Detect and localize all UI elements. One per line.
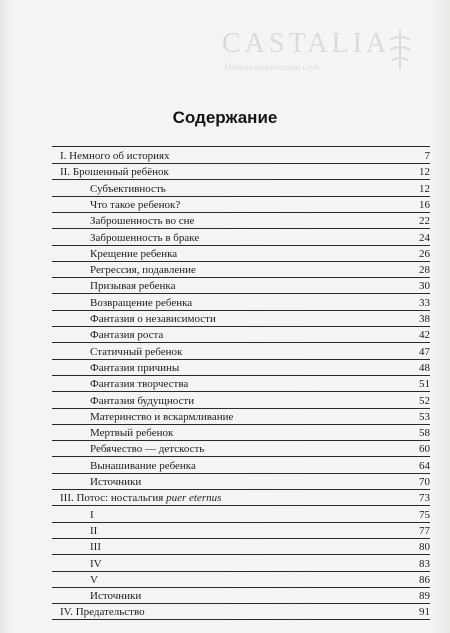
toc-entry-page: 28: [419, 264, 430, 277]
toc-entry-title: IV. Предательство: [60, 606, 145, 619]
toc-entry-page: 24: [419, 231, 430, 244]
toc-entry-title-italic: puer eternus: [166, 492, 222, 505]
toc-entry-page: 38: [419, 313, 430, 325]
toc-entry[interactable]: [90, 327, 430, 343]
toc-entry-page: 16: [419, 198, 430, 211]
toc-entry-page: 73: [419, 492, 430, 505]
toc-entry-page: 77: [419, 524, 430, 537]
toc-entry-page: 53: [419, 410, 430, 423]
toc-entry-page: 42: [419, 329, 430, 342]
toc-entry-page: 60: [419, 443, 430, 456]
toc-entry-page: 80: [419, 541, 430, 554]
toc-entry[interactable]: [90, 441, 430, 457]
toc-entry-title: III. Потос: ностальгия: [60, 492, 167, 505]
toc-entry[interactable]: [90, 539, 430, 555]
toc-entry[interactable]: [90, 262, 430, 278]
toc-entry-page: 48: [419, 361, 430, 374]
watermark-title: CASTALIA: [222, 28, 391, 59]
toc-entry-page: 58: [419, 427, 430, 440]
toc-entry-page: 75: [419, 508, 430, 521]
toc-entry-title: Возвращение ребенка: [90, 296, 193, 309]
toc-entry[interactable]: [90, 344, 430, 360]
toc-entry[interactable]: [90, 458, 430, 474]
toc-entry[interactable]: [90, 507, 430, 523]
toc-entry[interactable]: [90, 311, 430, 327]
toc-entry-title: Фантазия творчества: [90, 378, 189, 391]
toc-entry-title: Ребячество — детскость: [90, 443, 205, 456]
toc-entry-page: 47: [419, 345, 430, 358]
toc-entry[interactable]: [90, 360, 430, 376]
toc-entry-page: 30: [419, 280, 430, 293]
toc-entry-title: Фантазия причины: [90, 361, 180, 374]
toc-entry-title: Источники: [90, 590, 142, 603]
toc-entry-title: V: [90, 573, 98, 586]
toc-entry-title: Призывая ребенка: [90, 280, 176, 293]
toc-entry-title: Статичный ребенок: [90, 345, 183, 358]
castalia-watermark: [222, 28, 422, 88]
toc-entry-title: Что такое ребенок?: [90, 198, 181, 211]
watermark-subtitle: Метаисторический клуб: [224, 62, 320, 72]
toc-entry-page: 26: [419, 247, 430, 260]
toc-entry-title: Материнство и вскармливание: [90, 410, 234, 423]
toc-entry[interactable]: [90, 572, 430, 588]
toc-entry[interactable]: [90, 278, 430, 294]
toc-entry-page: 70: [419, 476, 430, 488]
page-title: Содержание: [172, 108, 278, 127]
toc-entry[interactable]: [90, 523, 430, 539]
toc-entry-title: Регрессия, подавление: [90, 264, 196, 277]
toc-entry[interactable]: [60, 164, 430, 180]
toc-top-rule: [52, 146, 430, 147]
toc-entry-title: I: [90, 508, 94, 521]
toc-entry-title: I. Немного об историях: [60, 150, 170, 162]
toc-entry-title: Заброшенность во сне: [90, 215, 195, 228]
toc-entry-title: Заброшенность в браке: [90, 231, 200, 244]
toc-entry[interactable]: [90, 197, 430, 213]
toc-entry-title: III: [90, 541, 101, 554]
toc-entry-page: 91: [419, 606, 430, 619]
toc-entry-title: IV: [90, 557, 102, 570]
toc-rule: [52, 619, 430, 620]
toc-entry[interactable]: [90, 295, 430, 311]
toc-entry[interactable]: [90, 246, 430, 262]
toc-entry[interactable]: [90, 376, 430, 392]
toc-entry-page: 52: [419, 394, 430, 407]
toc-entry[interactable]: [90, 213, 430, 229]
toc-entry[interactable]: [90, 409, 430, 425]
toc-entry-page: 83: [419, 557, 430, 570]
toc-entry-page: 33: [419, 296, 430, 309]
toc-entry-title: Мертвый ребенок: [90, 427, 174, 440]
toc-entry-title: Источники: [90, 476, 142, 488]
toc-entry-title: Фантазия роста: [90, 329, 164, 342]
toc-entry-title: II. Брошенный ребёнок: [60, 166, 169, 179]
toc-entry-title: Вынашивание ребенка: [90, 459, 196, 472]
toc-entry[interactable]: [60, 604, 430, 620]
toc-entry[interactable]: [90, 556, 430, 572]
toc-entry[interactable]: [90, 181, 430, 197]
toc-entry[interactable]: [60, 490, 430, 506]
toc-entry[interactable]: [90, 474, 430, 490]
toc-entry-page: 22: [419, 215, 430, 228]
toc-entry-title: Субъективность: [90, 182, 166, 195]
toc-entry-page: 7: [424, 150, 430, 162]
toc-entry-title-wrap: [60, 490, 221, 506]
toc-entry[interactable]: [90, 393, 430, 409]
toc-entry-title: Фантазия о независимости: [90, 313, 216, 325]
toc-entry-title: II: [90, 524, 98, 537]
toc-entry[interactable]: [90, 425, 430, 441]
toc-entry-title: Крещение ребенка: [90, 247, 178, 260]
toc-entry-title: Фантазия будущности: [90, 394, 195, 407]
toc-entry[interactable]: [90, 588, 430, 604]
toc-entry-page: 12: [419, 166, 430, 179]
toc-entry[interactable]: [90, 230, 430, 246]
toc-entry-page: 51: [419, 378, 430, 391]
toc-entry-page: 89: [419, 590, 430, 603]
castalia-logo-icon: [387, 30, 413, 70]
toc-entry[interactable]: [60, 148, 430, 164]
toc-entry-page: 86: [419, 573, 430, 586]
toc-entry-page: 12: [419, 182, 430, 195]
toc-entry-page: 64: [419, 459, 430, 472]
